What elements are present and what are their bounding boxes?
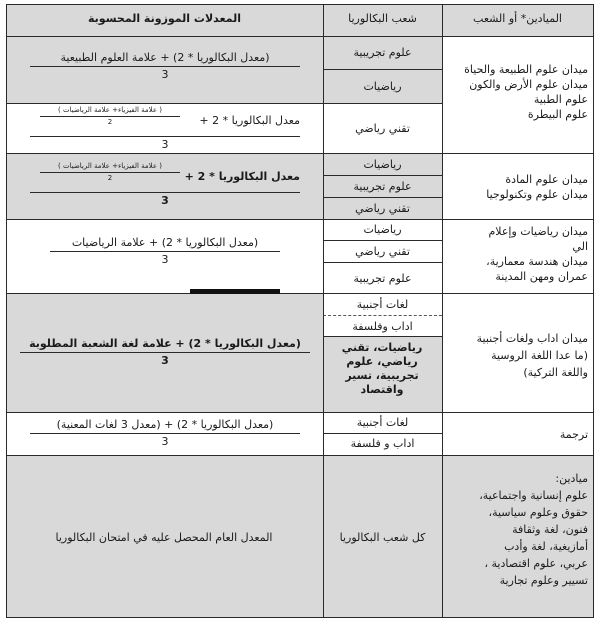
- row1-stream-2: رياضيات: [363, 80, 402, 93]
- row1-formula-a: (معدل البكالوريا * 2) + علامة العلوم الطبيعية 3: [30, 51, 300, 81]
- row6-stream-1: كل شعب البكالوريا: [339, 531, 426, 544]
- row3-stream-3: علوم تجريبية: [353, 272, 412, 285]
- row4-stream-2: اداب وفلسفة: [352, 320, 413, 333]
- row3-fields: ميدان رياضيات وإعلام الي ميدان هندسة معمارية، عمران ومهن المدينة: [486, 225, 588, 283]
- row1-formula-b: معدل البكالوريا * 2 + ( علامة الفيزياء+ علامة الرياضيات ) 2 3: [30, 106, 300, 152]
- row1-stream-3: تقني رياضي: [355, 122, 410, 135]
- row2-stream-3: تقني رياضي: [355, 202, 410, 215]
- row2-formula: معدل البكالوريا * 2 + ( علامة الفيزياء+ علامة الرياضيات ) 2 3: [30, 162, 300, 212]
- row5-stream-2: اداب و فلسفة: [350, 437, 415, 450]
- row2-stream-2: علوم تجريبية: [353, 180, 412, 193]
- row1-stream-1: علوم تجريبية: [353, 46, 412, 59]
- row4-stream-3: رياضيات، تقني رياضي، علوم تجريبية، تسير واقتصاد: [341, 341, 423, 396]
- row5-fields: ترجمة: [559, 428, 588, 441]
- row5-formula: (معدل البكالوريا * 2) + (معدل 3 لغات المعنية) 3: [30, 418, 300, 448]
- row6-formula: المعدل العام المحصل عليه في امتحان البكالوريا: [55, 531, 273, 544]
- row3-stream-2: تقني رياضي: [355, 245, 410, 258]
- row2-stream-1: رياضيات: [363, 158, 402, 171]
- row4-formula: (معدل البكالوريا * 2) + علامة لغة الشعبة المطلوبة 3: [20, 337, 310, 367]
- row2-fields: ميدان علوم المادة ميدان علوم وتكنولوجيا: [486, 173, 588, 201]
- row3-formula: (معدل البكالوريا * 2) + علامة الرياضيات 3: [50, 236, 280, 266]
- row5-stream-1: لغات أجنبية: [356, 416, 409, 429]
- row4-stream-1: لغات أجنبية: [356, 298, 409, 311]
- row1-fields: ميدان علوم الطبيعة والحياة ميدان علوم الأرض والكون علوم الطبية علوم البيطرة: [464, 63, 588, 121]
- header-fields: الميادين* أو الشعب: [473, 12, 562, 25]
- row3-stream-1: رياضيات: [363, 223, 402, 236]
- header-streams: شعب البكالوريا: [348, 12, 417, 25]
- row6-fields: ميادين: علوم إنسانية واجتماعية، حقوق وعلوم سياسية، فنون، لغة وثقافة أمازيغية، لغة وأدب عربي، علوم اقتصادية ، تسيير وعلوم تجارية: [479, 472, 588, 587]
- row4-fields: ميدان اداب ولغات أجنبية (ما عدا اللغة الروسية واللغة التركية): [476, 332, 588, 379]
- header-formulas: المعدلات الموزونة المحسوبة: [88, 12, 241, 25]
- redaction-mark: [190, 289, 280, 294]
